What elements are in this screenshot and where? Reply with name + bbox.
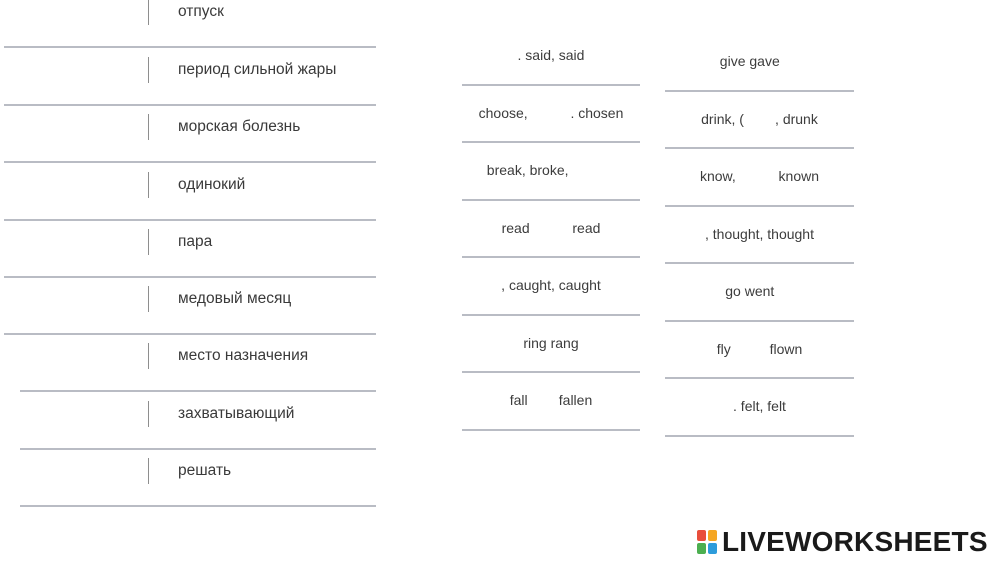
verb-form-cell[interactable] — [462, 258, 640, 316]
logo-text: LIVEWORKSHEETS — [722, 526, 988, 557]
field-divider — [148, 458, 149, 484]
answer-field[interactable] — [10, 55, 144, 99]
verb-form-cell[interactable] — [462, 143, 640, 201]
verb-form-cell[interactable] — [665, 264, 854, 322]
verb-forms-text: drink, ( , drunk — [701, 110, 818, 127]
verb-forms-text: give gave — [719, 53, 800, 69]
field-divider — [148, 401, 149, 427]
field-divider — [148, 343, 149, 369]
answer-field[interactable] — [10, 170, 144, 214]
verb-forms-column-left — [462, 28, 640, 431]
answer-field[interactable] — [10, 399, 144, 443]
row-divider — [4, 161, 376, 163]
answer-field[interactable] — [10, 227, 144, 271]
vocab-word: медовый месяц — [178, 290, 292, 307]
vocab-word: захватывающий — [178, 405, 295, 422]
verb-forms-text: break, broke, — [486, 162, 616, 178]
verb-form-cell[interactable] — [462, 201, 640, 259]
verb-forms-text: choose, . chosen — [478, 104, 624, 121]
vocab-word: решать — [178, 462, 232, 479]
vocab-word: пара — [178, 233, 213, 250]
answer-field[interactable] — [10, 112, 144, 156]
cell-underline — [665, 435, 854, 437]
vocab-row — [0, 278, 376, 335]
row-divider — [20, 390, 376, 392]
verb-forms-text: , thought, thought — [705, 225, 814, 242]
vocab-row — [0, 106, 376, 163]
verb-form-cell[interactable] — [665, 34, 854, 92]
verb-form-cell[interactable] — [462, 373, 640, 431]
vocab-word: место назначения — [178, 347, 309, 364]
verb-forms-text: fall fallen — [509, 392, 593, 408]
verb-forms-column-right — [665, 34, 854, 437]
verb-forms-text: read read — [501, 219, 601, 236]
verb-forms-text: ring rang — [523, 334, 579, 351]
field-divider — [148, 172, 149, 198]
answer-field[interactable] — [10, 456, 144, 500]
liveworksheets-logo[interactable] — [697, 527, 988, 557]
row-divider — [4, 46, 376, 48]
vocab-word: морская болезнь — [178, 118, 301, 135]
verb-forms-text: go went — [725, 283, 794, 299]
verb-forms-text: . said, said — [517, 47, 585, 63]
vocab-row — [0, 450, 376, 507]
field-divider — [148, 229, 149, 255]
answer-field[interactable] — [10, 284, 144, 328]
verb-form-cell[interactable] — [462, 316, 640, 374]
verb-forms-text: , caught, caught — [501, 277, 601, 293]
vocabulary-table — [0, 0, 376, 510]
verb-forms-text: fly flown — [716, 340, 803, 357]
answer-field[interactable] — [10, 0, 144, 41]
vocab-row — [0, 221, 376, 278]
cell-underline — [462, 429, 640, 431]
verb-forms-text: know, known — [699, 168, 820, 184]
logo-blocks-icon — [697, 529, 719, 555]
row-divider — [20, 505, 376, 507]
field-divider — [148, 57, 149, 83]
verb-form-cell[interactable] — [665, 207, 854, 265]
verb-form-cell[interactable] — [665, 92, 854, 150]
verb-form-cell[interactable] — [665, 379, 854, 437]
verb-form-cell[interactable] — [462, 28, 640, 86]
vocab-word: одинокий — [178, 176, 246, 193]
vocab-word: отпуск — [178, 3, 224, 20]
answer-field[interactable] — [10, 341, 144, 385]
vocab-row — [0, 335, 376, 392]
vocab-row — [0, 164, 376, 221]
verb-form-cell[interactable] — [462, 86, 640, 144]
vocab-row — [0, 393, 376, 450]
verb-forms-text: . felt, felt — [733, 398, 786, 414]
field-divider — [148, 286, 149, 312]
field-divider — [148, 114, 149, 140]
verb-form-cell[interactable] — [665, 322, 854, 380]
vocab-word: период сильной жары — [178, 61, 337, 78]
vocab-row — [0, 0, 376, 48]
field-divider — [148, 0, 149, 25]
vocab-row — [0, 49, 376, 106]
verb-form-cell[interactable] — [665, 149, 854, 207]
